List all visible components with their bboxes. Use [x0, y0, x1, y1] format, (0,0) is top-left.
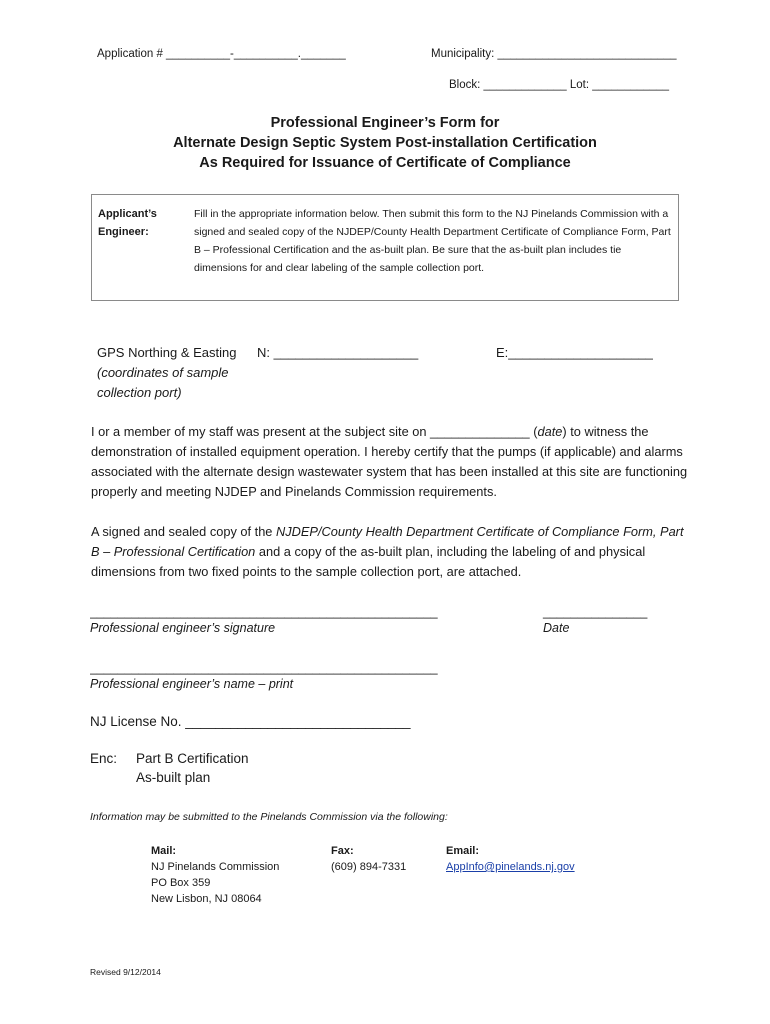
certification-paragraph: I or a member of my staff was present at the subject site on ______________ (date) to witness the demonstration of installed equipment operation. I hereby certify that the pumps (if applicable) and alarms associated with the alternate design wastewater system that has been installed at this site are functioning properly and meeting NJDEP and Pinelands Commission requirements.: [91, 424, 688, 499]
submission-intro: Information may be submitted to the Pinelands Commission via the following:: [90, 811, 448, 823]
signature-caption: Professional engineer’s signature: [90, 621, 276, 635]
license-number-field[interactable]: NJ License No. ______________________________: [90, 714, 411, 729]
enclosure-item-2: As-built plan: [136, 770, 211, 785]
page-title-line-3: As Required for Issuance of Certificate of Compliance: [199, 155, 571, 171]
signature-line[interactable]: __________________________________________________: [90, 605, 438, 619]
signature-date-caption: Date: [543, 621, 570, 635]
mail-contact: [151, 843, 279, 907]
instructions-text: Fill in the appropriate information below. Then submit this form to the NJ Pinelands Commission with a signed and sealed copy of the NJDEP/County Health Department Certificate of Compliance Form, Part B – Professional Certification and the as-built plan. Be sure that the as-built plan includes tie dimensions for and clear labeling of the sample collection port.: [194, 208, 671, 274]
name-print-caption: Professional engineer’s name – print: [90, 677, 294, 691]
mail-line-2: PO Box 359: [151, 877, 211, 889]
page-title-line-2: Alternate Design Septic System Post-installation Certification: [173, 135, 597, 151]
fax-header: Fax:: [331, 845, 354, 857]
municipality-field[interactable]: Municipality: ____________________________: [431, 48, 677, 60]
email-header: Email:: [446, 845, 480, 857]
easting-field[interactable]: E:____________________: [496, 345, 653, 360]
fax-number: (609) 894-7331: [331, 861, 407, 873]
enclosures-label: Enc:: [90, 751, 118, 766]
mail-header: Mail:: [151, 845, 177, 857]
application-number-field[interactable]: Application # __________-__________._______: [97, 48, 346, 60]
gps-sublabel-2: collection port): [97, 385, 182, 400]
instructions-label: Applicant’s Engineer:: [98, 208, 157, 238]
name-print-line[interactable]: __________________________________________________: [90, 661, 438, 675]
email-link[interactable]: AppInfo@pinelands.nj.gov: [446, 861, 575, 873]
fax-contact: [331, 843, 406, 875]
instructions-box: [91, 194, 679, 301]
page-title-line-1: Professional Engineer’s Form for: [270, 115, 500, 131]
email-contact: [446, 843, 575, 875]
revised-date: Revised 9/12/2014: [90, 967, 161, 977]
northing-field[interactable]: N: ____________________: [257, 345, 419, 360]
mail-line-1: NJ Pinelands Commission: [151, 861, 280, 873]
gps-label: GPS Northing & Easting: [97, 345, 237, 360]
mail-line-3: New Lisbon, NJ 08064: [151, 893, 262, 905]
signature-date-line[interactable]: _______________: [543, 605, 648, 619]
enclosure-item-1: Part B Certification: [136, 751, 249, 766]
gps-sublabel-1: (coordinates of sample: [97, 365, 229, 380]
attachment-paragraph: A signed and sealed copy of the NJDEP/County Health Department Certificate of Compliance Form, Part B – Professional Certification and a copy of the as-built plan, including the labeling of and physical dimensions from two fixed points to the sample collection port, are attached.: [91, 524, 684, 579]
block-lot-field[interactable]: Block: _____________ Lot: ____________: [449, 79, 669, 91]
